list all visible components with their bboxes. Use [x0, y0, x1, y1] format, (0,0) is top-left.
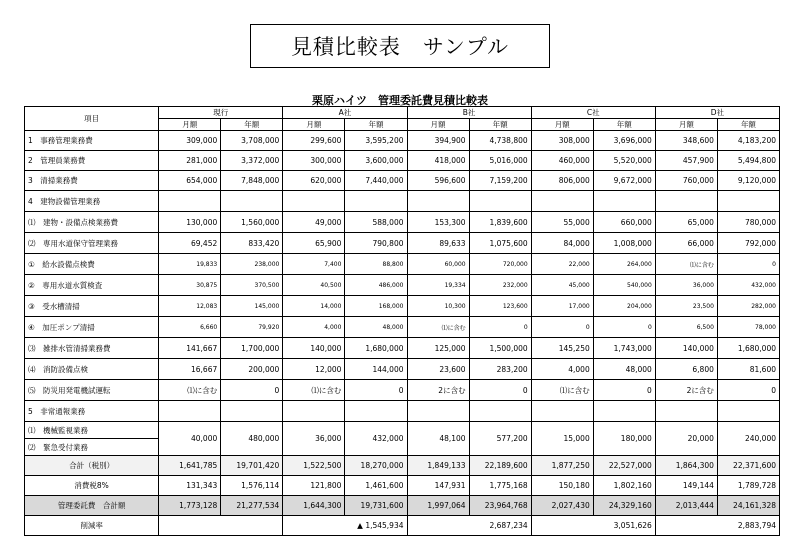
reduction-blank — [159, 516, 283, 536]
value-cell: 9,120,000 — [717, 171, 779, 191]
value-cell: 0 — [717, 380, 779, 401]
total-value: 1,997,064 — [407, 496, 469, 516]
value-cell: 19,334 — [407, 275, 469, 296]
value-cell: 0 — [717, 254, 779, 275]
value-cell: 153,300 — [407, 212, 469, 233]
total-value: 1,641,785 — [159, 456, 221, 476]
value-cell — [407, 191, 469, 212]
value-cell: 200,000 — [221, 359, 283, 380]
value-cell: 1,075,600 — [469, 233, 531, 254]
value-cell: 40,000 — [159, 422, 221, 456]
value-cell: 145,250 — [531, 338, 593, 359]
value-cell: 65,900 — [283, 233, 345, 254]
value-cell: 6,500 — [655, 317, 717, 338]
document-title: 見積比較表 サンプル — [250, 24, 550, 68]
total-value: 147,931 — [407, 476, 469, 496]
comparison-table — [24, 106, 780, 536]
total-value: 19,701,420 — [221, 456, 283, 476]
table-row — [25, 401, 780, 422]
value-cell: 48,100 — [407, 422, 469, 456]
row-label: ⑷ 消防設備点検 — [25, 359, 159, 380]
value-cell: 7,848,000 — [221, 171, 283, 191]
value-cell: 15,000 — [531, 422, 593, 456]
total-value: 21,277,534 — [221, 496, 283, 516]
value-cell: 480,000 — [221, 422, 283, 456]
value-cell — [655, 191, 717, 212]
value-cell: 0 — [221, 380, 283, 401]
table-row — [25, 254, 780, 275]
annual-header: 年額 — [221, 119, 283, 131]
value-cell: 23,500 — [655, 296, 717, 317]
value-cell: 140,000 — [283, 338, 345, 359]
total-label: 合計（税別） — [25, 456, 159, 476]
value-cell: 760,000 — [655, 171, 717, 191]
value-cell: 84,000 — [531, 233, 593, 254]
total-value: 121,800 — [283, 476, 345, 496]
value-cell: 0 — [531, 317, 593, 338]
total-value: 1,877,250 — [531, 456, 593, 476]
total-row — [25, 496, 780, 516]
group-header-current: 現行 — [159, 107, 283, 119]
value-cell: 7,159,200 — [469, 171, 531, 191]
value-cell — [717, 191, 779, 212]
value-cell: ⑴に含む — [283, 380, 345, 401]
value-cell: 457,900 — [655, 151, 717, 171]
reduction-row — [25, 516, 780, 536]
value-cell: 1,680,000 — [717, 338, 779, 359]
value-cell — [221, 191, 283, 212]
group-header-c: C社 — [531, 107, 655, 119]
total-value: 1,576,114 — [221, 476, 283, 496]
value-cell — [159, 401, 221, 422]
value-cell: 806,000 — [531, 171, 593, 191]
value-cell: 65,000 — [655, 212, 717, 233]
row-label: ⑶ 雑排水管清掃業務費 — [25, 338, 159, 359]
total-value: 23,964,768 — [469, 496, 531, 516]
reduction-value: 2,687,234 — [407, 516, 531, 536]
table-row — [25, 191, 780, 212]
value-cell: 204,000 — [593, 296, 655, 317]
value-cell: 55,000 — [531, 212, 593, 233]
value-cell: 40,500 — [283, 275, 345, 296]
value-cell: 394,900 — [407, 131, 469, 151]
value-cell — [159, 191, 221, 212]
value-cell — [469, 191, 531, 212]
value-cell: 22,000 — [531, 254, 593, 275]
value-cell: 620,000 — [283, 171, 345, 191]
value-cell: 1,560,000 — [221, 212, 283, 233]
value-cell: 81,600 — [717, 359, 779, 380]
table-row — [25, 131, 780, 151]
total-value: 1,773,128 — [159, 496, 221, 516]
value-cell: 281,000 — [159, 151, 221, 171]
total-value: 2,013,444 — [655, 496, 717, 516]
row-label: 5 非常通報業務 — [25, 401, 159, 422]
value-cell: 60,000 — [407, 254, 469, 275]
value-cell: 792,000 — [717, 233, 779, 254]
row-label: ③ 受水槽清掃 — [25, 296, 159, 317]
value-cell: 7,400 — [283, 254, 345, 275]
value-cell: 180,000 — [593, 422, 655, 456]
total-value: 131,343 — [159, 476, 221, 496]
value-cell — [345, 401, 407, 422]
value-cell: 0 — [469, 317, 531, 338]
reduction-label: 削減率 — [25, 516, 159, 536]
reduction-value: 2,883,794 — [655, 516, 779, 536]
row-label: 3 清掃業務費 — [25, 171, 159, 191]
value-cell: 3,696,000 — [593, 131, 655, 151]
value-cell: 4,000 — [531, 359, 593, 380]
table-title: 栗原ハイツ 管理委託費見積比較表 — [312, 94, 488, 107]
value-cell: 5,520,000 — [593, 151, 655, 171]
value-cell: 264,000 — [593, 254, 655, 275]
value-cell: 654,000 — [159, 171, 221, 191]
value-cell: 232,000 — [469, 275, 531, 296]
table-row — [25, 338, 780, 359]
value-cell: 1,743,000 — [593, 338, 655, 359]
value-cell: 3,708,000 — [221, 131, 283, 151]
value-cell: 78,000 — [717, 317, 779, 338]
value-cell: 23,600 — [407, 359, 469, 380]
table-row — [25, 380, 780, 401]
value-cell — [469, 401, 531, 422]
value-cell — [407, 401, 469, 422]
value-cell — [593, 401, 655, 422]
value-cell — [717, 401, 779, 422]
value-cell: 486,000 — [345, 275, 407, 296]
value-cell: 348,600 — [655, 131, 717, 151]
monthly-header: 月額 — [283, 119, 345, 131]
value-cell — [655, 401, 717, 422]
value-cell: 833,420 — [221, 233, 283, 254]
value-cell: 283,200 — [469, 359, 531, 380]
value-cell: 0 — [593, 317, 655, 338]
row-label: ① 給水設備点検費 — [25, 254, 159, 275]
value-cell: 460,000 — [531, 151, 593, 171]
table-row — [25, 233, 780, 254]
total-row — [25, 476, 780, 496]
monthly-header: 月額 — [159, 119, 221, 131]
annual-header: 年額 — [345, 119, 407, 131]
value-cell: 144,000 — [345, 359, 407, 380]
table-row — [25, 212, 780, 233]
value-cell: 4,183,200 — [717, 131, 779, 151]
total-value: 1,644,300 — [283, 496, 345, 516]
group-header-d: D社 — [655, 107, 779, 119]
total-value: 1,522,500 — [283, 456, 345, 476]
value-cell: 79,920 — [221, 317, 283, 338]
table-row — [25, 296, 780, 317]
total-value: 22,189,600 — [469, 456, 531, 476]
value-cell: 2に含む — [407, 380, 469, 401]
value-cell: 66,000 — [655, 233, 717, 254]
value-cell: 9,672,000 — [593, 171, 655, 191]
monthly-header: 月額 — [531, 119, 593, 131]
value-cell: 780,000 — [717, 212, 779, 233]
value-cell: 5,016,000 — [469, 151, 531, 171]
table-row — [25, 171, 780, 191]
value-cell: 432,000 — [345, 422, 407, 456]
value-cell: 48,000 — [345, 317, 407, 338]
value-cell: 69,452 — [159, 233, 221, 254]
total-value: 1,802,160 — [593, 476, 655, 496]
value-cell: 308,000 — [531, 131, 593, 151]
value-cell: 145,000 — [221, 296, 283, 317]
row-label: 4 建物設備管理業務 — [25, 191, 159, 212]
value-cell: 540,000 — [593, 275, 655, 296]
value-cell: 238,000 — [221, 254, 283, 275]
item-header: 項目 — [25, 107, 159, 131]
value-cell: 12,083 — [159, 296, 221, 317]
value-cell: 140,000 — [655, 338, 717, 359]
value-cell: 0 — [593, 380, 655, 401]
value-cell: 49,000 — [283, 212, 345, 233]
value-cell — [283, 401, 345, 422]
value-cell: ⑴に含む — [407, 317, 469, 338]
value-cell: 370,500 — [221, 275, 283, 296]
monthly-header: 月額 — [655, 119, 717, 131]
table-row — [25, 151, 780, 171]
group-header-a: A社 — [283, 107, 407, 119]
value-cell: 596,600 — [407, 171, 469, 191]
total-value: 24,161,328 — [717, 496, 779, 516]
value-cell: 3,372,000 — [221, 151, 283, 171]
value-cell: 299,600 — [283, 131, 345, 151]
total-value: 22,527,000 — [593, 456, 655, 476]
value-cell: 130,000 — [159, 212, 221, 233]
reduction-value: 3,051,626 — [531, 516, 655, 536]
value-cell: 2に含む — [655, 380, 717, 401]
value-cell: 1,839,600 — [469, 212, 531, 233]
monthly-header: 月額 — [407, 119, 469, 131]
value-cell: 720,000 — [469, 254, 531, 275]
value-cell: 10,300 — [407, 296, 469, 317]
value-cell — [283, 191, 345, 212]
value-cell: 0 — [469, 380, 531, 401]
annual-header: 年額 — [717, 119, 779, 131]
value-cell: ⑴に含む — [159, 380, 221, 401]
value-cell: 20,000 — [655, 422, 717, 456]
annual-header: 年額 — [469, 119, 531, 131]
row-label: ⑴ 機械監視業務 — [25, 422, 159, 439]
value-cell: 282,000 — [717, 296, 779, 317]
value-cell: 4,738,800 — [469, 131, 531, 151]
value-cell: 45,000 — [531, 275, 593, 296]
value-cell: ⑴に含む — [655, 254, 717, 275]
value-cell: 12,000 — [283, 359, 345, 380]
total-value: 1,775,168 — [469, 476, 531, 496]
value-cell: 5,494,800 — [717, 151, 779, 171]
value-cell: 7,440,000 — [345, 171, 407, 191]
total-value: 1,864,300 — [655, 456, 717, 476]
total-value: 1,789,728 — [717, 476, 779, 496]
value-cell: 588,000 — [345, 212, 407, 233]
value-cell: 432,000 — [717, 275, 779, 296]
value-cell: 1,500,000 — [469, 338, 531, 359]
row-label: 1 事務管理業務費 — [25, 131, 159, 151]
total-value: 1,849,133 — [407, 456, 469, 476]
value-cell: 577,200 — [469, 422, 531, 456]
value-cell — [531, 191, 593, 212]
row-label: 2 管理員業務費 — [25, 151, 159, 171]
group-header-b: B社 — [407, 107, 531, 119]
value-cell: 36,000 — [283, 422, 345, 456]
value-cell: 123,600 — [469, 296, 531, 317]
value-cell: 88,800 — [345, 254, 407, 275]
value-cell: 16,667 — [159, 359, 221, 380]
value-cell: 3,595,200 — [345, 131, 407, 151]
value-cell: 30,875 — [159, 275, 221, 296]
value-cell: 240,000 — [717, 422, 779, 456]
value-cell: 48,000 — [593, 359, 655, 380]
value-cell: 309,000 — [159, 131, 221, 151]
value-cell: 418,000 — [407, 151, 469, 171]
total-row — [25, 456, 780, 476]
value-cell: 300,000 — [283, 151, 345, 171]
value-cell: 3,600,000 — [345, 151, 407, 171]
value-cell: 660,000 — [593, 212, 655, 233]
total-value: 150,180 — [531, 476, 593, 496]
table-row — [25, 275, 780, 296]
total-value: 2,027,430 — [531, 496, 593, 516]
total-value: 149,144 — [655, 476, 717, 496]
row-label: ⑸ 防災用発電機試運転 — [25, 380, 159, 401]
value-cell: 19,833 — [159, 254, 221, 275]
total-value: 19,731,600 — [345, 496, 407, 516]
total-label: 消費税8% — [25, 476, 159, 496]
row-label: ⑴ 建物・設備点検業務費 — [25, 212, 159, 233]
value-cell — [221, 401, 283, 422]
annual-header: 年額 — [593, 119, 655, 131]
total-value: 24,329,160 — [593, 496, 655, 516]
row-label: ④ 加圧ポンプ清掃 — [25, 317, 159, 338]
value-cell: 125,000 — [407, 338, 469, 359]
value-cell: 1,680,000 — [345, 338, 407, 359]
value-cell: 89,633 — [407, 233, 469, 254]
value-cell: 14,000 — [283, 296, 345, 317]
value-cell — [345, 191, 407, 212]
value-cell — [593, 191, 655, 212]
value-cell: 0 — [345, 380, 407, 401]
reduction-value: ▲ 1,545,934 — [283, 516, 407, 536]
table-row — [25, 359, 780, 380]
value-cell: 1,700,000 — [221, 338, 283, 359]
total-value: 18,270,000 — [345, 456, 407, 476]
value-cell: 17,000 — [531, 296, 593, 317]
value-cell: 1,008,000 — [593, 233, 655, 254]
value-cell: 6,660 — [159, 317, 221, 338]
value-cell: 4,000 — [283, 317, 345, 338]
row-label: ② 専用水道水質検査 — [25, 275, 159, 296]
value-cell: 790,800 — [345, 233, 407, 254]
value-cell — [531, 401, 593, 422]
row-label: ⑵ 緊急受付業務 — [25, 439, 159, 456]
total-value: 1,461,600 — [345, 476, 407, 496]
total-value: 22,371,600 — [717, 456, 779, 476]
value-cell: 168,000 — [345, 296, 407, 317]
value-cell: 141,667 — [159, 338, 221, 359]
value-cell: 36,000 — [655, 275, 717, 296]
row-label: ⑵ 専用水道保守管理業務 — [25, 233, 159, 254]
total-label: 管理委託費 合計額 — [25, 496, 159, 516]
value-cell: ⑴に含む — [531, 380, 593, 401]
value-cell: 6,800 — [655, 359, 717, 380]
table-row — [25, 422, 780, 439]
table-row — [25, 317, 780, 338]
